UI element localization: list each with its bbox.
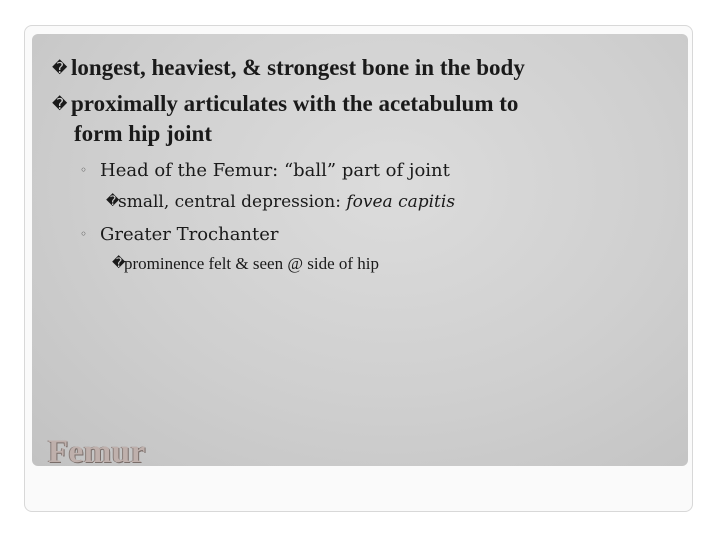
fovea-capitis-term: fovea capitis (346, 192, 456, 212)
ring-bullet-icon: ◦ (80, 163, 88, 177)
bullet-2-text-line1: proximally articulates with the acetabulum to (71, 91, 519, 116)
slide-title: Femur (48, 434, 146, 470)
sub-bullet-trochanter-text: Greater Trochanter (100, 224, 279, 245)
sub-bullet-head-text: Head of the Femur: “ball” part of joint (100, 160, 450, 181)
bullet-marker: � (52, 95, 68, 113)
bullet-2-continuation (74, 119, 212, 149)
sub-bullet-trochanter (80, 222, 279, 247)
bullet-marker: � (52, 59, 68, 77)
sub-sub-bullet-fovea (106, 191, 455, 213)
bullet-1-text: longest, heaviest, & strongest bone in the body (71, 55, 525, 80)
ring-bullet-icon: ◦ (80, 227, 88, 241)
bullet-marker: � (106, 194, 120, 209)
sub-bullet-head (80, 158, 450, 183)
bullet-2-text-line2: form hip joint (74, 121, 212, 146)
sub-sub-bullet-prominence (112, 253, 379, 275)
bullet-marker: � (112, 256, 126, 271)
prominence-text: prominence felt & seen @ side of hip (124, 254, 379, 273)
bullet-1 (52, 53, 525, 83)
bullet-2 (52, 89, 518, 119)
fovea-text-prefix: small, central depression: (118, 192, 347, 212)
